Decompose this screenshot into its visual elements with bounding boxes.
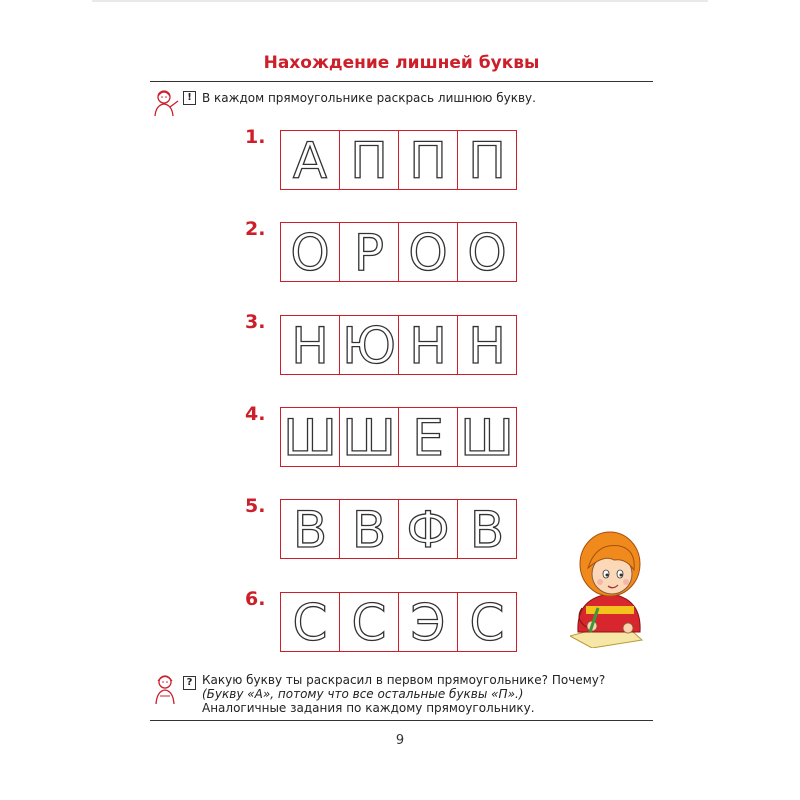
outline-letter: В [351,501,387,559]
outline-letter: С [292,594,328,652]
letter-box[interactable] [398,592,458,652]
girl-drawing-illustration [570,528,650,648]
task-6 [245,588,535,650]
outline-letter: О [290,224,330,282]
outline-letter: С [469,594,505,652]
outline-letter: Н [468,317,506,375]
outline-letter: О [408,224,448,282]
letter-box[interactable] [339,499,399,559]
outline-letter: О [467,224,507,282]
letter-box[interactable] [339,222,399,282]
outline-letter: Ф [406,501,450,559]
task-3 [245,311,535,373]
outline-letter: П [468,132,506,190]
task-number: 1. [245,126,266,148]
task-5 [245,495,535,557]
outline-letter: Э [410,594,446,652]
outline-letter: Н [291,317,329,375]
task-number: 5. [245,495,266,517]
letter-box[interactable] [280,130,340,190]
letter-boxes [280,592,520,652]
outline-letter: С [351,594,387,652]
outline-letter: Ш [283,409,337,467]
letter-box[interactable] [398,130,458,190]
outline-letter: П [350,132,388,190]
question-text: Какую букву ты раскрасил в первом прямоугольнике? Почему? [202,673,606,687]
outline-letter: П [409,132,447,190]
letter-box[interactable] [398,407,458,467]
letter-box[interactable] [398,315,458,375]
answer-text: (Букву «А», потому что все остальные буквы «П».) [202,687,524,701]
task-2 [245,218,535,280]
letter-box[interactable] [339,592,399,652]
task-number: 2. [245,218,266,240]
top-rule [150,81,653,82]
letter-box[interactable] [280,407,340,467]
outline-letter: Е [412,409,444,467]
letter-box[interactable] [457,130,517,190]
letter-box[interactable] [280,315,340,375]
outline-letter: В [469,501,505,559]
outline-letter: А [292,132,328,190]
letter-box[interactable] [280,222,340,282]
outline-letter: Н [409,317,447,375]
letter-boxes [280,130,520,190]
letter-box[interactable] [398,222,458,282]
task-1 [245,126,535,188]
task-number: 6. [245,588,266,610]
question-badge: ? [183,676,196,690]
outline-letter: Ш [460,409,514,467]
top-edge [92,0,708,2]
letter-box[interactable] [457,499,517,559]
letter-box[interactable] [280,592,340,652]
outline-letter: Ю [342,317,396,375]
letter-boxes [280,315,520,375]
letter-box[interactable] [280,499,340,559]
exclamation-badge: ! [183,91,196,105]
child-icon [153,672,181,706]
letter-box[interactable] [457,592,517,652]
letter-box[interactable] [457,222,517,282]
task-4 [245,403,535,465]
page-title: Нахождение лишней буквы [263,53,540,73]
letter-box[interactable] [457,407,517,467]
note-text: Аналогичные задания по каждому прямоугольнику. [202,701,535,715]
outline-letter: В [292,501,328,559]
question-block [202,673,605,715]
letter-box[interactable] [457,315,517,375]
letter-boxes [280,407,520,467]
task-number: 3. [245,311,266,333]
letter-box[interactable] [339,315,399,375]
bottom-rule [150,720,653,721]
letter-box[interactable] [398,499,458,559]
letter-box[interactable] [339,407,399,467]
instruction-text: В каждом прямоугольнике раскрась лишнюю букву. [202,91,536,105]
teacher-icon [153,88,181,118]
task-number: 4. [245,403,266,425]
letter-box[interactable] [339,130,399,190]
page-number: 9 [395,733,405,748]
outline-letter: Ш [342,409,396,467]
letter-boxes [280,499,520,559]
outline-letter: Р [353,224,385,282]
letter-boxes [280,222,520,282]
